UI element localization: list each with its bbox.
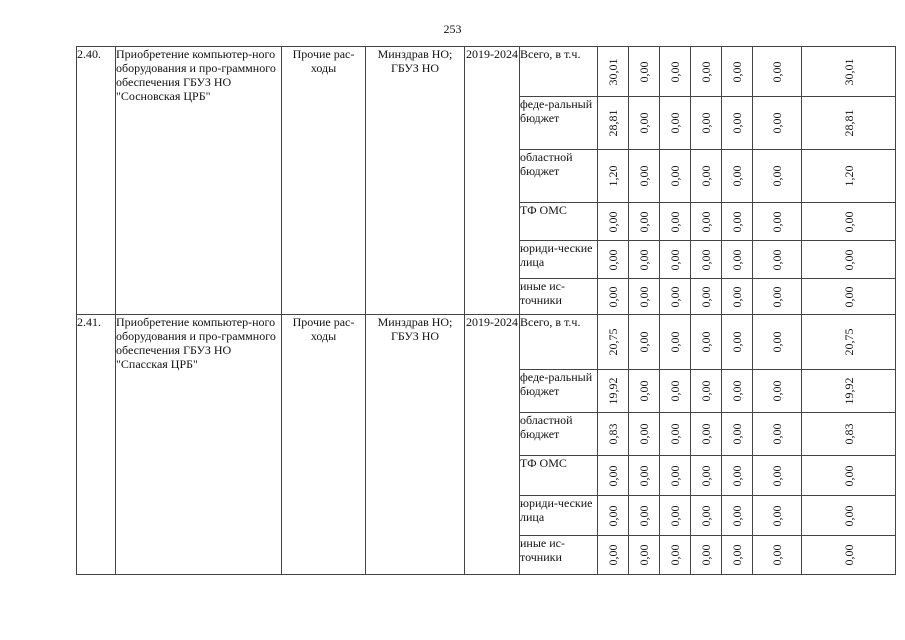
value-text: 0,00 (699, 544, 713, 566)
value-text: 0,00 (668, 380, 682, 402)
value-cell (722, 241, 753, 279)
value-text: 0,00 (770, 211, 784, 232)
value-cell (598, 279, 629, 315)
value-cell (802, 97, 896, 150)
value-text: 0,00 (606, 249, 620, 270)
value-cell (660, 279, 691, 315)
budget-table (76, 46, 896, 575)
value-text: 0,00 (770, 423, 784, 445)
value-cell (629, 456, 660, 496)
value-cell (802, 315, 896, 370)
value-cell (598, 97, 629, 150)
value-cell (753, 150, 802, 203)
value-cell (598, 496, 629, 536)
value-cell (753, 47, 802, 97)
value-text: 20,75 (841, 328, 856, 356)
value-cell (598, 413, 629, 456)
value-text: 0,00 (699, 165, 713, 187)
executors: Минздрав НО; ГБУЗ НО (366, 47, 465, 315)
value-cell (802, 413, 896, 456)
value-text: 0,00 (730, 249, 744, 270)
value-text: 0,00 (668, 165, 682, 187)
funding-source: феде-ральный бюджет (520, 370, 598, 413)
funding-source: юриди-ческие лица (520, 241, 598, 279)
item-name: Приобретение компьютер-ного оборудования и про-граммного обеспечения ГБУЗ НО "Сосновская ЦРБ" (116, 47, 282, 315)
value-text: 0,00 (637, 505, 651, 526)
value-text: 0,00 (668, 249, 682, 270)
value-text: 0,00 (637, 380, 651, 402)
value-text: 0,00 (699, 286, 713, 307)
value-text: 0,00 (770, 505, 784, 526)
value-cell (802, 370, 896, 413)
value-cell (753, 536, 802, 575)
value-cell (629, 150, 660, 203)
value-text: 0,00 (841, 249, 856, 270)
value-cell (691, 315, 722, 370)
value-text: 0,00 (770, 380, 784, 402)
value-text: 0,00 (730, 505, 744, 526)
value-cell (691, 203, 722, 241)
value-text: 0,00 (841, 505, 856, 526)
value-text: 0,00 (730, 380, 744, 402)
funding-source: юриди-ческие лица (520, 496, 598, 536)
table-body (77, 47, 896, 575)
value-cell (629, 496, 660, 536)
value-cell (691, 536, 722, 575)
value-cell (660, 150, 691, 203)
table-row (77, 315, 896, 370)
value-cell (691, 496, 722, 536)
value-text: 0,00 (637, 331, 651, 353)
value-cell (691, 241, 722, 279)
value-text: 0,00 (730, 165, 744, 187)
value-cell (598, 150, 629, 203)
expense-type: Прочие рас-ходы (282, 315, 366, 575)
value-text: 0,00 (841, 544, 856, 566)
value-text: 0,00 (841, 286, 856, 307)
value-text: 0,00 (606, 505, 620, 526)
funding-source: областной бюджет (520, 413, 598, 456)
value-text: 0,00 (606, 286, 620, 307)
value-text: 0,83 (841, 423, 856, 445)
value-cell (598, 241, 629, 279)
value-text: 19,92 (606, 377, 620, 405)
value-text: 0,00 (730, 465, 744, 486)
value-cell (753, 241, 802, 279)
value-text: 0,00 (637, 165, 651, 187)
funding-source: областной бюджет (520, 150, 598, 203)
value-cell (722, 456, 753, 496)
funding-source: Всего, в т.ч. (520, 315, 598, 370)
value-text: 0,00 (668, 286, 682, 307)
value-text: 0,00 (841, 465, 856, 486)
value-cell (722, 315, 753, 370)
funding-source: Всего, в т.ч. (520, 47, 598, 97)
value-cell (598, 370, 629, 413)
value-cell (753, 97, 802, 150)
value-cell (691, 413, 722, 456)
value-text: 20,75 (606, 328, 620, 356)
value-cell (629, 203, 660, 241)
value-text: 0,00 (699, 249, 713, 270)
value-text: 30,01 (606, 58, 620, 85)
value-text: 0,00 (668, 505, 682, 526)
value-text: 0,00 (770, 331, 784, 353)
value-cell (598, 536, 629, 575)
value-cell (802, 150, 896, 203)
value-text: 0,00 (841, 211, 856, 232)
value-cell (660, 203, 691, 241)
value-cell (691, 456, 722, 496)
value-text: 0,00 (770, 165, 784, 187)
value-text: 30,01 (841, 58, 856, 85)
value-cell (753, 315, 802, 370)
period: 2019-2024 (465, 47, 520, 315)
value-text: 0,00 (668, 112, 682, 134)
value-cell (691, 370, 722, 413)
value-text: 0,00 (637, 544, 651, 566)
value-cell (802, 536, 896, 575)
value-cell (629, 47, 660, 97)
value-cell (660, 47, 691, 97)
value-cell (660, 97, 691, 150)
value-cell (660, 413, 691, 456)
value-text: 0,00 (770, 112, 784, 134)
value-text: 28,81 (606, 109, 620, 137)
value-cell (660, 536, 691, 575)
value-cell (753, 370, 802, 413)
value-cell (753, 203, 802, 241)
value-cell (691, 279, 722, 315)
value-text: 0,00 (637, 286, 651, 307)
value-text: 0,00 (699, 380, 713, 402)
value-cell (660, 496, 691, 536)
value-text: 0,00 (606, 544, 620, 566)
period: 2019-2024 (465, 315, 520, 575)
funding-source: феде-ральный бюджет (520, 97, 598, 150)
value-text: 0,00 (699, 331, 713, 353)
value-cell (629, 241, 660, 279)
value-text: 0,00 (730, 544, 744, 566)
value-text: 0,00 (770, 61, 784, 82)
table-row (77, 47, 896, 97)
value-cell (598, 47, 629, 97)
value-text: 0,00 (668, 211, 682, 232)
item-number: 2.40. (77, 47, 116, 315)
value-text: 0,00 (730, 423, 744, 445)
value-text: 0,00 (770, 286, 784, 307)
value-cell (753, 279, 802, 315)
value-cell (722, 97, 753, 150)
value-cell (802, 496, 896, 536)
value-cell (802, 47, 896, 97)
value-text: 0,00 (668, 544, 682, 566)
value-cell (802, 279, 896, 315)
value-text: 0,00 (637, 465, 651, 486)
value-cell (629, 315, 660, 370)
value-cell (598, 203, 629, 241)
value-cell (691, 47, 722, 97)
value-cell (722, 279, 753, 315)
value-text: 0,00 (699, 505, 713, 526)
value-text: 0,00 (668, 465, 682, 486)
value-text: 0,00 (637, 211, 651, 232)
item-name: Приобретение компьютер-ного оборудования и про-граммного обеспечения ГБУЗ НО "Спасская ЦРБ" (116, 315, 282, 575)
value-cell (629, 536, 660, 575)
funding-source: иные ис-точники (520, 279, 598, 315)
value-text: 1,20 (841, 165, 856, 187)
value-text: 0,00 (699, 112, 713, 134)
funding-source: ТФ ОМС (520, 203, 598, 241)
value-text: 0,00 (668, 61, 682, 82)
value-cell (722, 47, 753, 97)
value-cell (802, 456, 896, 496)
value-text: 0,00 (730, 331, 744, 353)
value-cell (660, 315, 691, 370)
value-text: 28,81 (841, 109, 856, 137)
value-text: 0,00 (699, 465, 713, 486)
value-text: 0,00 (637, 112, 651, 134)
value-text: 0,00 (637, 423, 651, 445)
value-cell (722, 150, 753, 203)
value-cell (660, 456, 691, 496)
value-cell (629, 279, 660, 315)
value-cell (722, 536, 753, 575)
value-cell (691, 150, 722, 203)
value-cell (629, 97, 660, 150)
executors: Минздрав НО; ГБУЗ НО (366, 315, 465, 575)
value-cell (598, 456, 629, 496)
value-cell (722, 413, 753, 456)
value-text: 0,00 (637, 249, 651, 270)
value-cell (753, 496, 802, 536)
value-cell (722, 203, 753, 241)
funding-source: ТФ ОМС (520, 456, 598, 496)
value-text: 0,00 (699, 211, 713, 232)
value-text: 0,00 (668, 423, 682, 445)
value-text: 0,00 (770, 544, 784, 566)
value-text: 0,00 (637, 61, 651, 82)
value-text: 0,00 (606, 211, 620, 232)
value-cell (691, 97, 722, 150)
expense-type: Прочие рас-ходы (282, 47, 366, 315)
page-number: 253 (443, 22, 462, 36)
value-text: 0,00 (730, 286, 744, 307)
value-text: 0,00 (668, 331, 682, 353)
value-text: 0,00 (606, 465, 620, 486)
value-cell (660, 241, 691, 279)
value-cell (660, 370, 691, 413)
value-cell (722, 496, 753, 536)
value-text: 0,00 (770, 465, 784, 486)
value-cell (629, 413, 660, 456)
value-cell (629, 370, 660, 413)
value-text: 1,20 (606, 165, 620, 187)
value-text: 0,00 (699, 423, 713, 445)
value-cell (753, 456, 802, 496)
value-text: 0,00 (699, 61, 713, 82)
value-text: 0,00 (770, 249, 784, 270)
item-number: 2.41. (77, 315, 116, 575)
value-text: 0,00 (730, 61, 744, 82)
value-cell (722, 370, 753, 413)
value-text: 0,00 (730, 211, 744, 232)
value-cell (802, 203, 896, 241)
value-cell (802, 241, 896, 279)
value-cell (598, 315, 629, 370)
value-text: 0,00 (730, 112, 744, 134)
funding-source: иные ис-точники (520, 536, 598, 575)
value-text: 19,92 (841, 377, 856, 405)
value-cell (753, 413, 802, 456)
value-text: 0,83 (606, 423, 620, 445)
